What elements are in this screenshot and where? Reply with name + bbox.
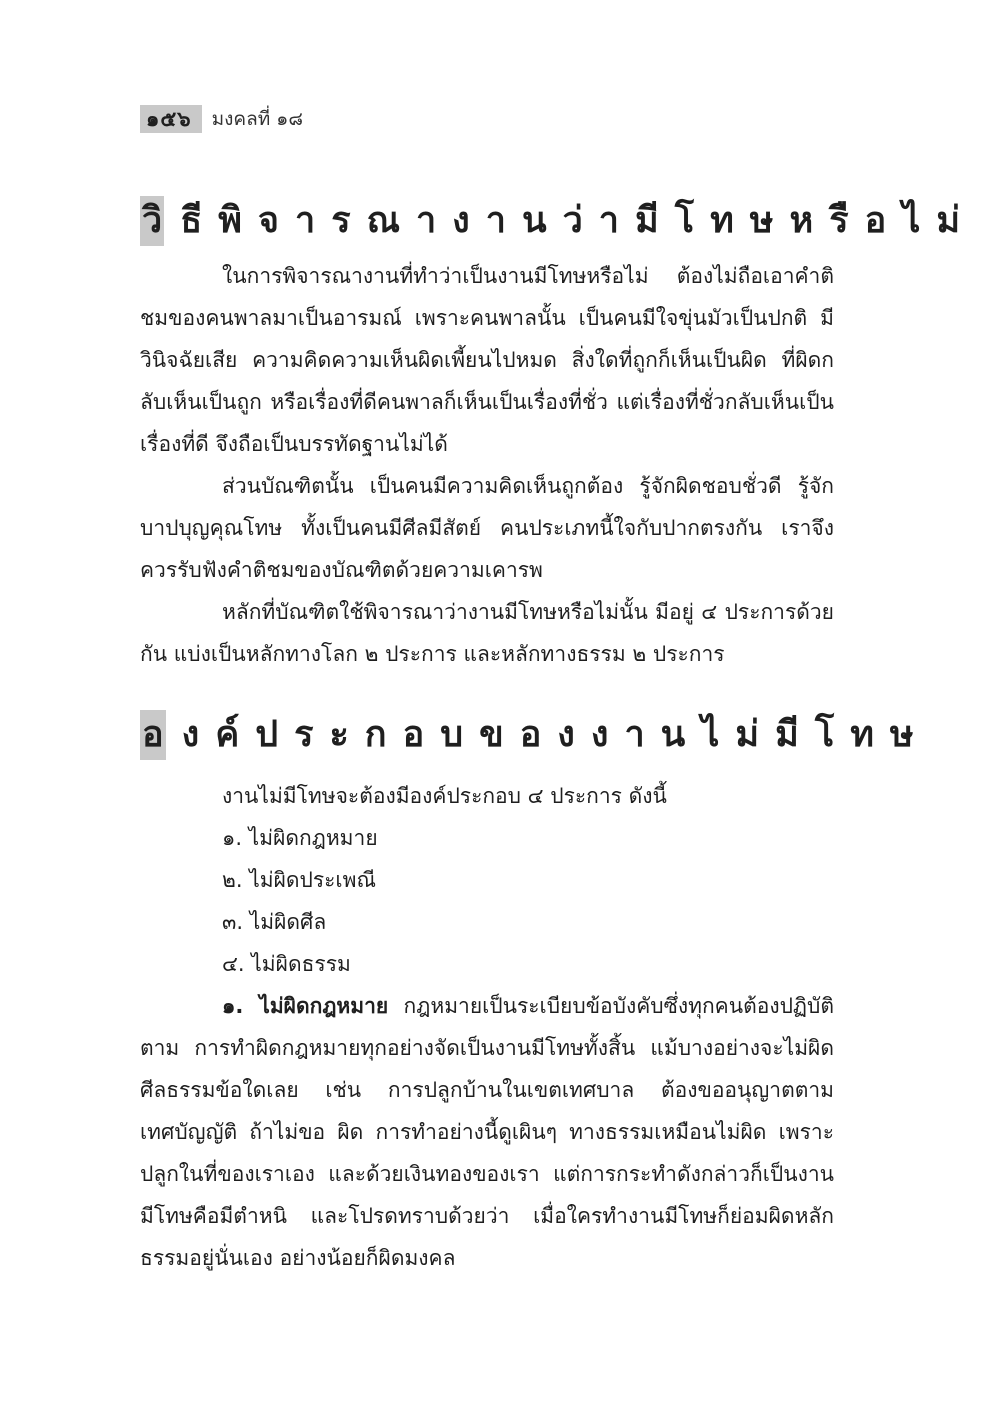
paragraph: ในการพิจารณางานที่ทำว่าเป็นงานมีโทษหรือไม่ ต้องไม่ถือเอาคำติชมของคนพาลมาเป็นอารมณ์ เพราะคนพาลนั้น เป็นคนมีใจขุ่นมัวเป็นปกติ มีวินิจฉัยเสีย ความคิดความเห็นผิดเพี้ยนไปหมด สิ่งใดที่ถูกก็เห็นเป็นผิด ที่ผิดกลับเห็นเป็นถูก หรือเรื่องที่ดีคนพาลก็เห็นเป็นเรื่องที่ชั่ว แต่เรื่องที่ชั่วกลับเห็นเป็นเรื่องที่ดี จึงถือเป็นบรรทัดฐานไม่ได้ (140, 264, 834, 456)
detail-term: ๑. ไม่ผิดกฎหมาย (222, 994, 389, 1018)
paragraph: ส่วนบัณฑิตนั้น เป็นคนมีความคิดเห็นถูกต้อง รู้จักผิดชอบชั่วดี รู้จักบาปบุญคุณโทษ ทั้งเป็นคนมีศีลมีสัตย์ คนประเภทนี้ใจกับปากตรงกัน เราจึงควรรับฟังคำติชมของบัณฑิตด้วยความเคารพ (140, 474, 834, 582)
running-title: มงคลที่ ๑๘ (211, 108, 303, 130)
section-heading-components (140, 710, 930, 760)
list-item: ๒. ไม่ผิดประเพณี (222, 868, 376, 892)
detail-paragraph (140, 985, 834, 1279)
heading-first-letter: วิ (140, 196, 164, 246)
section-body-components (140, 775, 834, 1279)
page-header (140, 104, 303, 134)
section-body-consider-work (140, 255, 834, 675)
list-item: ๑. ไม่ผิดกฎหมาย (222, 826, 378, 850)
paragraph: หลักที่บัณฑิตใช้พิจารณาว่างานมีโทษหรือไม่นั้น มีอยู่ ๔ ประการด้วยกัน แบ่งเป็นหลักทางโลก ๒ ประการ และหลักทางธรรม ๒ ประการ (140, 600, 834, 666)
list-item: ๓. ไม่ผิดศีล (222, 910, 327, 934)
list-intro: งานไม่มีโทษจะต้องมีองค์ประกอบ ๔ ประการ ดังนี้ (222, 784, 667, 808)
page-number: ๑๕๖ (140, 105, 202, 133)
detail-text: กฎหมายเป็นระเบียบข้อบังคับซึ่งทุกคนต้องปฏิบัติตาม การทำผิดกฎหมายทุกอย่างจัดเป็นงานมีโทษทั้งสิ้น แม้บางอย่างจะไม่ผิดศีลธรรมข้อใดเลย เช่น การปลูกบ้านในเขตเทศบาล ต้องขออนุญาตตามเทศบัญญัติ ถ้าไม่ขอ ผิด การทำอย่างนี้ดูเผินๆ ทางธรรมเหมือนไม่ผิด เพราะปลูกในที่ของเราเอง และด้วยเงินทองของเรา แต่การกระทำดังกล่าวก็เป็นงานมีโทษคือมีตำหนิ และโปรดทราบด้วยว่า เมื่อใครทำงานมีโทษก็ย่อมผิดหลักธรรมอยู่นั่นเอง อย่างน้อยก็ผิดมงคล (140, 994, 834, 1270)
heading-text: งค์ประกอบของงานไม่มีโทษ (181, 714, 930, 755)
section-heading-consider-work (140, 196, 976, 246)
heading-first-letter: อ (140, 710, 166, 760)
heading-text: ธีพิจารณางานว่ามีโทษหรือไม่ (180, 200, 977, 241)
list-item: ๔. ไม่ผิดธรรม (222, 952, 351, 976)
